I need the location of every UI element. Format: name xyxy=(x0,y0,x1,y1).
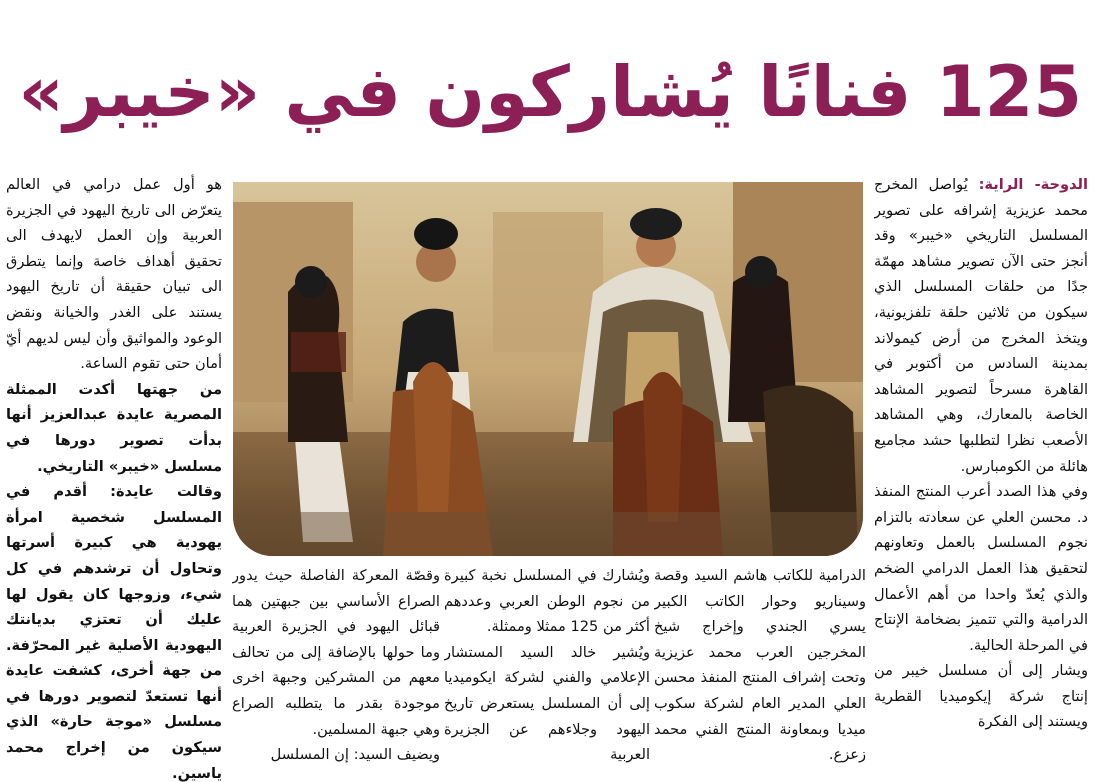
paragraph: وفي هذا الصدد أعرب المنتج المنفذ د. محسن العلي عن سعادته بالتزام نجوم المسلسل بالعمل وتعاونهم لتحقيق هذا العمل الدرامي الضخم والذي يُعدّ واحدا من أهم الأعمال الدرامية والتي تتميز بضخامة الإنتاج في المرحلة الحالية. xyxy=(874,483,1088,654)
paragraph: ويُشير خالد السيد المستشار الإعلامي والفني لشركة ايكوميديا إلى أن المسلسل يستعرض تاريخ اليهود وجلاءهم عن الجزيرة العربية xyxy=(444,643,650,764)
paragraph: الدرامية للكاتب هاشم السيد وقصة وسيناريو وحوار الكاتب الكبير يسري الجندي وإخراج شيخ المخرجين العرب محمد عزيزية وتحت إشراف المنتج المنفذ محسن العلي المدير العام لشركة سكوب ميديا وبمعاونة المنتج الفني محمد زعزع. xyxy=(654,567,866,764)
dateline: الدوحة- الراية: xyxy=(978,176,1088,193)
paragraph: ويشار إلى أن مسلسل خيبر من إنتاج شركة إيكوميديا القطرية ويستند إلى الفكرة xyxy=(874,662,1088,731)
paragraph: من جهتها أكدت الممثلة المصرية عايدة عبدالعزيز أنها بدأت تصوير دورها في مسلسل «خيبر» التاريخي. xyxy=(6,380,222,475)
article-column-5 xyxy=(6,172,222,782)
paragraph: هو أول عمل درامي في العالم يتعرّض الى تاريخ اليهود في الجزيرة العربية وإن العمل لايهدف الى تحقيق أهداف خاصة وإنما يتطرق الى تبيان حقيقة أن تاريخ اليهود يستند على الغدر والخيانة ونقض الوعود والمواثيق وأن ليس لديهم أيّ أمان حتى تقوم الساعة. xyxy=(6,176,222,373)
paragraph: ويُشارك في المسلسل نخبة كبيرة من نجوم الوطن العربي وعددهم أكثر من 125 ممثلا وممثلة. xyxy=(444,567,650,636)
headline: 125 فنانًا يُشاركون في «خيبر» xyxy=(18,51,1082,133)
paragraph: ويضيف السيد: إن المسلسل xyxy=(270,746,440,764)
paragraph: وقصّة المعركة الفاصلة حيث يدور الصراع الأساسي بين جبهتين هما قبائل اليهود في الجزيرة العربية وما حولها بالإضافة إلى من تحالف معهم من المشركين وجبهة اخرى موجودة بقدر ما يتطلبه الصراع وهي جبهة المسلمين. xyxy=(232,567,440,738)
article-column-3 xyxy=(444,563,650,782)
article-column-4 xyxy=(232,563,440,782)
paragraph: وقالت عايدة: أقدم في المسلسل شخصية امرأة يهودية هي كبيرة أسرتها وتحاول أن ترشدهم في كل شيء، وزوجها كان يقول لها عليك أن تعتزي بديانتك اليهودية الأصلية غير المحرّفة. من جهة أخرى، كشفت عايدة أنها تستعدّ لتصوير دورها في مسلسل «موجة حارة» الذي سيكون من إخراج محمد ياسين. xyxy=(6,483,222,782)
paragraph xyxy=(874,172,1088,479)
article-column-1 xyxy=(874,172,1088,782)
article-photo xyxy=(233,182,863,556)
article-column-2 xyxy=(654,563,866,782)
paragraph-text: يُواصل المخرج محمد عزيزية إشرافه على تصوير المسلسل التاريخي «خيبر» وقد أنجز حتى الآن تصوير مشاهد مهمّة جدًا من حلقات المسلسل الذي سيكون من ثلاثين حلقة تلفزيونية، ويتخذ المخرج من أرض كيمولاند بمدينة السادس من أكتوبر في القاهرة مسرحاً لتصوير المشاهد الخاصة بالمعارك، وهي المشاهد الأصعب نظرا لتطلبها حشد مجاميع هائلة من الكومبارس. xyxy=(874,176,1088,475)
